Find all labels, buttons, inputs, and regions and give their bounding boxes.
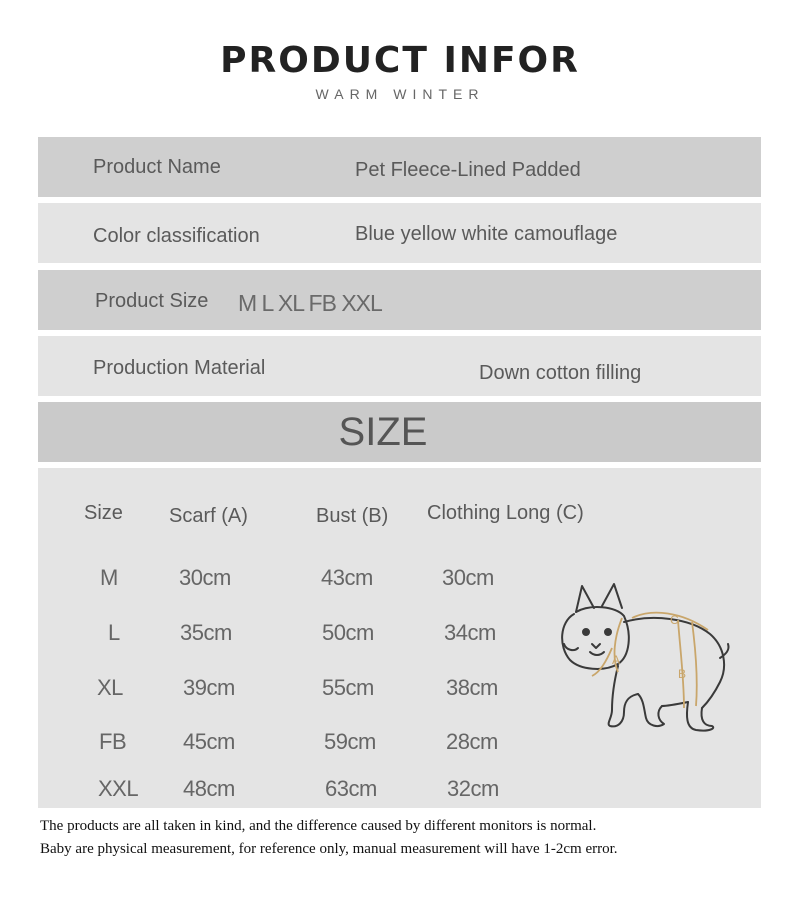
- table-cell-bust: 50cm: [322, 620, 374, 645]
- size-heading-text: SIZE: [338, 410, 428, 454]
- table-cell-size: FB: [99, 729, 127, 754]
- info-row-product-name: [38, 137, 761, 197]
- table-cell-bust: 59cm: [324, 729, 376, 754]
- page-subtitle: WARM WINTER: [315, 86, 485, 102]
- product-name-label: Product Name: [93, 156, 221, 178]
- table-cell-clothing-long: 38cm: [446, 675, 498, 700]
- table-cell-bust: 55cm: [322, 675, 374, 700]
- product-name-value: Pet Fleece-Lined Padded: [355, 159, 581, 181]
- size-label: Product Size: [95, 290, 209, 312]
- table-cell-bust: 43cm: [321, 565, 373, 590]
- size-value: M L XL FB XXL: [238, 290, 382, 316]
- page-title: PRODUCT INFOR: [220, 40, 580, 81]
- table-cell-size: XL: [97, 675, 123, 700]
- diagram-label-b: B: [678, 667, 687, 681]
- color-label: Color classification: [93, 225, 260, 247]
- column-header-clothing-long: Clothing Long (C): [427, 502, 584, 524]
- material-label: Production Material: [93, 357, 266, 379]
- table-cell-clothing-long: 34cm: [444, 620, 496, 645]
- table-cell-clothing-long: 28cm: [446, 729, 498, 754]
- table-cell-size: XXL: [98, 776, 139, 801]
- note-line-1: The products are all taken in kind, and the difference caused by different monitors is normal.: [40, 818, 597, 834]
- diagram-label-c: C: [670, 613, 679, 627]
- color-value: Blue yellow white camouflage: [355, 223, 618, 245]
- table-cell-size: L: [108, 620, 120, 645]
- table-cell-scarf: 45cm: [183, 729, 235, 754]
- table-cell-clothing-long: 30cm: [442, 565, 494, 590]
- table-cell-bust: 63cm: [325, 776, 377, 801]
- table-cell-size: M: [100, 565, 118, 590]
- column-header-scarf: Scarf (A): [169, 505, 248, 527]
- info-row-material: [38, 336, 761, 396]
- info-row-size: [38, 270, 761, 330]
- dog-measurement-illustration: [552, 578, 732, 738]
- table-cell-scarf: 39cm: [183, 675, 235, 700]
- column-header-bust: Bust (B): [316, 505, 389, 527]
- size-chart-heading: [38, 402, 761, 462]
- info-row-color: [38, 203, 761, 263]
- table-cell-scarf: 48cm: [183, 776, 235, 801]
- material-value: Down cotton filling: [479, 362, 642, 384]
- note-line-2: Baby are physical measurement, for reference only, manual measurement will have 1-2cm error.: [40, 841, 618, 857]
- column-header-size: Size: [84, 502, 123, 524]
- diagram-label-a: A: [612, 653, 621, 667]
- table-cell-scarf: 35cm: [180, 620, 232, 645]
- table-cell-clothing-long: 32cm: [447, 776, 499, 801]
- table-cell-scarf: 30cm: [179, 565, 231, 590]
